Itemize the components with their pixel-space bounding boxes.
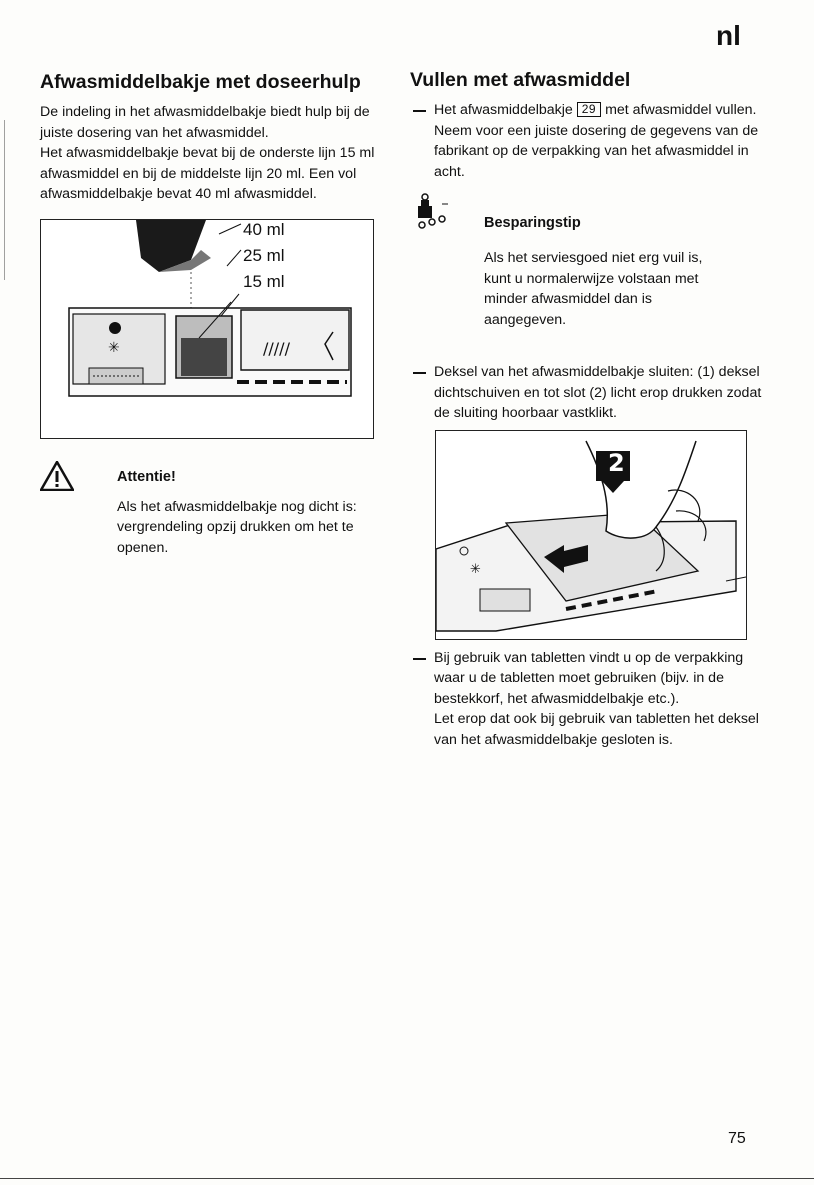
svg-text:✳: ✳: [470, 561, 481, 577]
tip-title: Besparingstip: [484, 215, 581, 231]
right-column: [410, 68, 770, 750]
fill-label-40ml: 40 ml: [243, 219, 285, 239]
fill-label-25ml: 25 ml: [243, 245, 285, 265]
close-lid-figure: [435, 430, 747, 640]
close-lid-instruction: Deksel van het afwasmiddelbakje sluiten: (1) deksel dichtschuiven en tot slot (2) licht erop drukken zodat de sluiting hoorbaar vastklikt.: [434, 364, 762, 421]
dispenser-illustration: [41, 220, 373, 438]
tip-text: Als het serviesgoed niet erg vuil is, kunt u normalerwijze volstaan met minder afwasmiddel dan is aangegeven.: [484, 250, 703, 328]
warning-note: [40, 461, 380, 571]
fill-instruction-text: Het afwasmiddelbakje: [434, 102, 573, 118]
step-marker-label: 2: [608, 448, 625, 477]
savings-tip: [410, 192, 770, 362]
dosage-note: Neem voor een juiste dosering de gegevens van de fabrikant op de verpakking van het afwasmiddel in acht.: [434, 122, 759, 180]
warning-text: Als het afwasmiddelbakje nog dicht is: vergrendeling opzij drukken om het te openen.: [117, 498, 357, 556]
page-bottom-edge: [0, 1178, 814, 1179]
dispenser-lid: [241, 310, 349, 370]
close-lid-illustration: [436, 431, 746, 639]
svg-text:✳: ✳: [108, 339, 120, 356]
section-heading-vullen: Vullen met afwasmiddel: [410, 69, 631, 91]
list-item-tablets: [410, 648, 770, 751]
section-heading-doseerhulp: Afwasmiddelbakje met doseerhulp: [40, 71, 361, 93]
paragraph-measures: Het afwasmiddelbakje bevat bij de onderste lijn 15 ml afwasmiddel en bij de middelste lijn 20 ml. Een vol afwasmiddelbakje bevat 40 ml afwasmiddel.: [40, 145, 375, 202]
fill-instruction-end: met afwasmiddel vullen.: [605, 102, 757, 118]
svg-text://///: /////: [263, 338, 290, 358]
part-reference-29: 29: [577, 102, 601, 117]
eco-tip-icon: [412, 192, 462, 232]
warning-triangle-icon: [40, 461, 74, 491]
fill-instruction: [434, 100, 770, 121]
fill-label-15ml: 15 ml: [243, 271, 285, 291]
tablets-instruction: Bij gebruik van tabletten vindt u op de verpakking waar u de tabletten moet gebruiken (bijv. in de bestekkorf, het afwasmiddelbakje etc.).: [434, 649, 744, 707]
tablets-note: Let erop dat ook bij gebruik van tabletten het deksel van het afwasmiddelbakje gesloten is.: [434, 711, 759, 748]
paragraph-intro: De indeling in het afwasmiddelbakje biedt hulp bij de juiste dosering van het afwasmiddel.: [40, 104, 370, 141]
list-item-fill: [410, 100, 770, 182]
page-number: 75: [728, 1130, 746, 1147]
list-item-close-lid: [410, 362, 770, 424]
detergent-dispenser-figure: [40, 219, 374, 439]
page-left-edge: [4, 120, 5, 280]
left-column: [40, 70, 380, 571]
warning-title: Attentie!: [117, 468, 176, 485]
language-tag: nl: [716, 20, 741, 51]
